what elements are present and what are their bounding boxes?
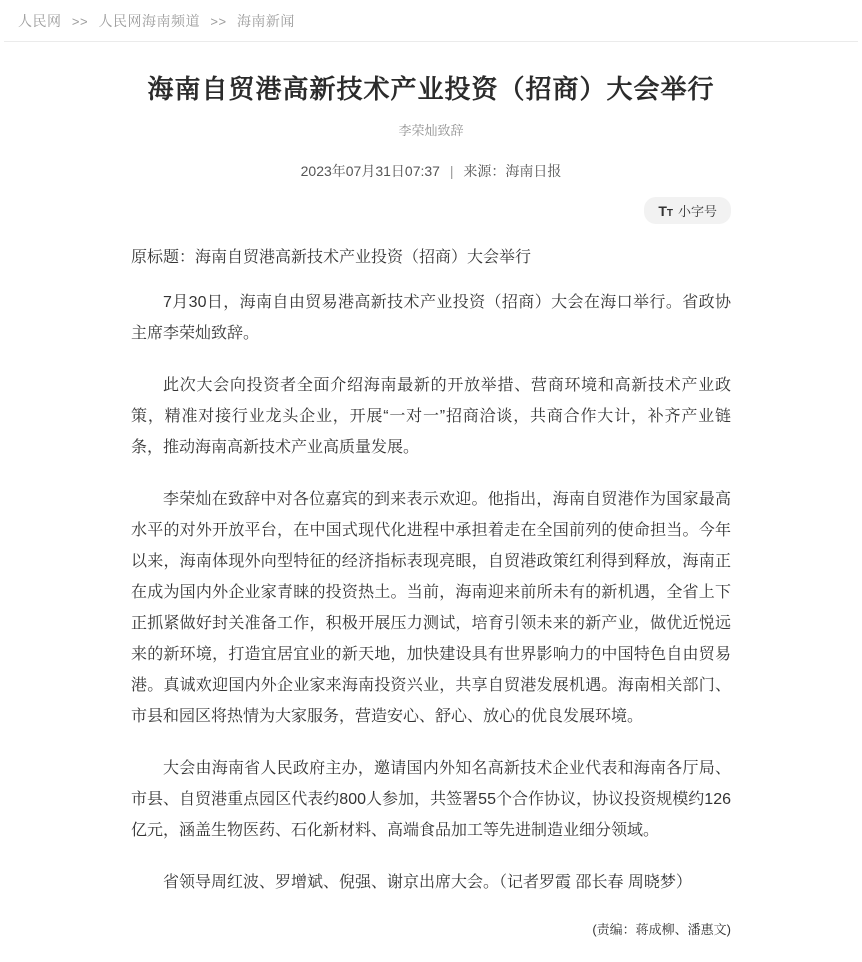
- source-link[interactable]: 海南日报: [505, 163, 562, 179]
- breadcrumb-link-hainan-news[interactable]: 海南新闻: [236, 13, 295, 29]
- font-size-button-label: 小字号: [677, 204, 717, 219]
- original-title-line: 原标题：海南自贸港高新技术产业投资（招商）大会举行: [131, 249, 532, 266]
- font-size-button[interactable]: [644, 197, 731, 224]
- breadcrumb: [0, 0, 862, 41]
- meta-separator: |: [449, 163, 454, 179]
- editor-note: (责编：蒋成柳、潘惠文): [592, 922, 731, 937]
- article-paragraph: 省领导周红波、罗增斌、倪强、谢京出席大会。（记者罗霞 邵长春 周晓梦）: [163, 874, 692, 891]
- article-paragraph: 大会由海南省人民政府主办，邀请国内外知名高新技术企业代表和海南各厅局、市县、自贸港重点园区代表约800人参加，共签署55个合作协议，协议投资规模约126亿元，涵盖生物医药、石化新材料、高端食品加工等先进制造业细分领域。: [131, 760, 731, 839]
- font-size-icon: T: [666, 208, 673, 219]
- article-paragraph: 此次大会向投资者全面介绍海南最新的开放举措、营商环境和高新技术产业政策，精准对接行业龙头企业，开展“一对一”招商洽谈，共商合作大计，补齐产业链条，推动海南高新技术产业高质量发展。: [131, 377, 731, 456]
- article-paragraph: 7月30日，海南自由贸易港高新技术产业投资（招商）大会在海口举行。省政协主席李荣灿致辞。: [131, 294, 731, 342]
- breadcrumb-separator: >>: [210, 14, 227, 29]
- breadcrumb-link-peoples-daily[interactable]: 人民网: [18, 13, 62, 29]
- publish-date: 2023年07月31日07:37: [300, 163, 440, 179]
- article-subtitle: 李荣灿致辞: [398, 123, 464, 138]
- article-meta: [0, 161, 862, 181]
- header-divider: [4, 41, 858, 42]
- article-header: [0, 69, 862, 181]
- article-body: [131, 242, 731, 898]
- breadcrumb-separator: >>: [71, 14, 89, 29]
- font-size-icon: T: [658, 203, 667, 219]
- article-toolbar: [131, 197, 731, 224]
- article-paragraph: 李荣灿在致辞中对各位嘉宾的到来表示欢迎。他指出，海南自贸港作为国家最高水平的对外开放平台，在中国式现代化进程中承担着走在全国前列的使命担当。今年以来，海南体现外向型特征的经济指标表现亮眼，自贸港政策红利得到释放，海南正在成为国内外企业家青睐的投资热土。当前，海南迎来前所未有的新机遇，全省上下正抓紧做好封关准备工作，积极开展压力测试，培育引领未来的新产业，做优近悦远来的新环境，打造宜居宜业的新天地，加快建设具有世界影响力的中国特色自由贸易港。真诚欢迎国内外企业家来海南投资兴业，共享自贸港发展机遇。海南相关部门、市县和园区将热情为大家服务，营造安心、舒心、放心的优良发展环境。: [131, 491, 731, 725]
- page-title: 海南自贸港高新技术产业投资（招商）大会举行: [147, 74, 715, 104]
- breadcrumb-link-hainan-channel[interactable]: 人民网海南频道: [98, 13, 200, 29]
- source-label: 来源：: [463, 163, 506, 179]
